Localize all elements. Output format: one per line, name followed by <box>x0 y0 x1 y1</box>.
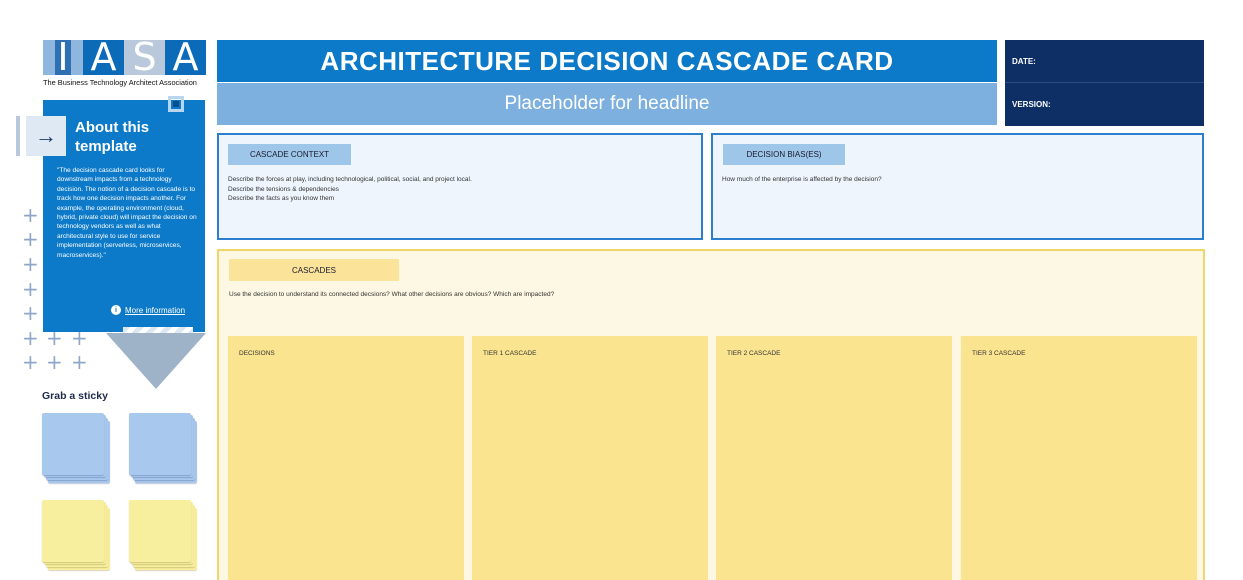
decorative-square-icon <box>168 96 184 112</box>
headline-banner[interactable] <box>217 83 997 125</box>
tier-3-cascade-column[interactable] <box>961 336 1197 580</box>
column-label: DECISIONS <box>239 350 275 357</box>
cascade-context-text <box>228 175 472 204</box>
plus-icon: + <box>46 326 63 350</box>
context-line: Describe the forces at play, including technological, political, social, and project local. <box>228 176 472 183</box>
plus-icon: + <box>22 252 39 276</box>
version-label: VERSION: <box>1012 100 1051 109</box>
arrow-tab-bar <box>16 116 20 156</box>
plus-icon: + <box>46 350 63 374</box>
column-label: TIER 3 CASCADE <box>972 350 1026 357</box>
grab-a-sticky-heading: Grab a sticky <box>42 390 108 402</box>
column-label: TIER 1 CASCADE <box>483 350 537 357</box>
logo-letter-a: A <box>83 40 124 75</box>
plus-icon: + <box>71 350 88 374</box>
context-line: Describe the facts as you know them <box>228 195 335 203</box>
headline-placeholder: Placeholder for headline <box>504 93 710 114</box>
plus-icon: + <box>22 203 39 227</box>
version-field[interactable] <box>1005 83 1204 126</box>
yellow-sticky-pad[interactable] <box>129 500 199 570</box>
cascades-label: CASCADES <box>229 259 399 281</box>
date-label: DATE: <box>1012 56 1036 66</box>
column-label: TIER 2 CASCADE <box>727 350 781 357</box>
blue-sticky-pad[interactable] <box>42 413 112 483</box>
logo-letter-a2: A <box>165 40 206 75</box>
tier-2-cascade-column[interactable] <box>716 336 952 580</box>
cascade-context-panel[interactable] <box>217 133 703 240</box>
decision-bias-panel[interactable] <box>711 133 1204 240</box>
about-title: About this template <box>75 119 150 155</box>
iasa-logo <box>43 35 206 90</box>
blue-sticky-pad[interactable] <box>129 413 199 483</box>
cascades-panel <box>217 249 1205 580</box>
more-information-link[interactable] <box>111 305 185 315</box>
about-description: "The decision cascade card looks for downstream impacts from a technology decision. The notion of a decision cascade is to track how one decision impacts another. For example, the operating environment (cloud, hybrid, private cloud) will impact the decision on technology vendors as well as what architectural style to use for service implementation (serverless, microservices, macroservices)." <box>57 167 197 259</box>
header-banner <box>217 40 997 82</box>
arrow-right-icon: → <box>26 116 66 156</box>
plus-icon: + <box>22 350 39 374</box>
cascades-instructions: Use the decision to understand its connected decsions? What other decisions are obvious? Which are impacted? <box>229 291 555 298</box>
decisions-column[interactable] <box>228 336 464 580</box>
date-field[interactable] <box>1005 40 1204 83</box>
info-icon: i <box>111 305 121 315</box>
decision-bias-label: DECISION BIAS(ES) <box>723 144 845 165</box>
context-line: Describe the tensions & dependencies <box>228 185 339 193</box>
logo-letter-s: S <box>124 40 165 75</box>
more-information-label: More information <box>125 305 186 315</box>
plus-icon: + <box>22 301 39 325</box>
funnel-triangle <box>106 333 206 389</box>
cascade-context-label: CASCADE CONTEXT <box>228 144 351 165</box>
meta-box <box>1005 40 1204 126</box>
plus-icon: + <box>22 227 39 251</box>
decision-bias-text: How much of the enterprise is affected by the decision? <box>722 176 882 183</box>
plus-icon: + <box>71 326 88 350</box>
plus-icon: + <box>22 326 39 350</box>
arrow-tab <box>16 116 68 156</box>
plus-icon: + <box>22 277 39 301</box>
yellow-sticky-pad[interactable] <box>42 500 112 570</box>
tier-1-cascade-column[interactable] <box>472 336 708 580</box>
page-title: ARCHITECTURE DECISION CASCADE CARD <box>320 45 894 76</box>
logo-letter-i: I <box>43 40 83 75</box>
logo-tagline: The Business Technology Architect Association <box>43 78 197 87</box>
